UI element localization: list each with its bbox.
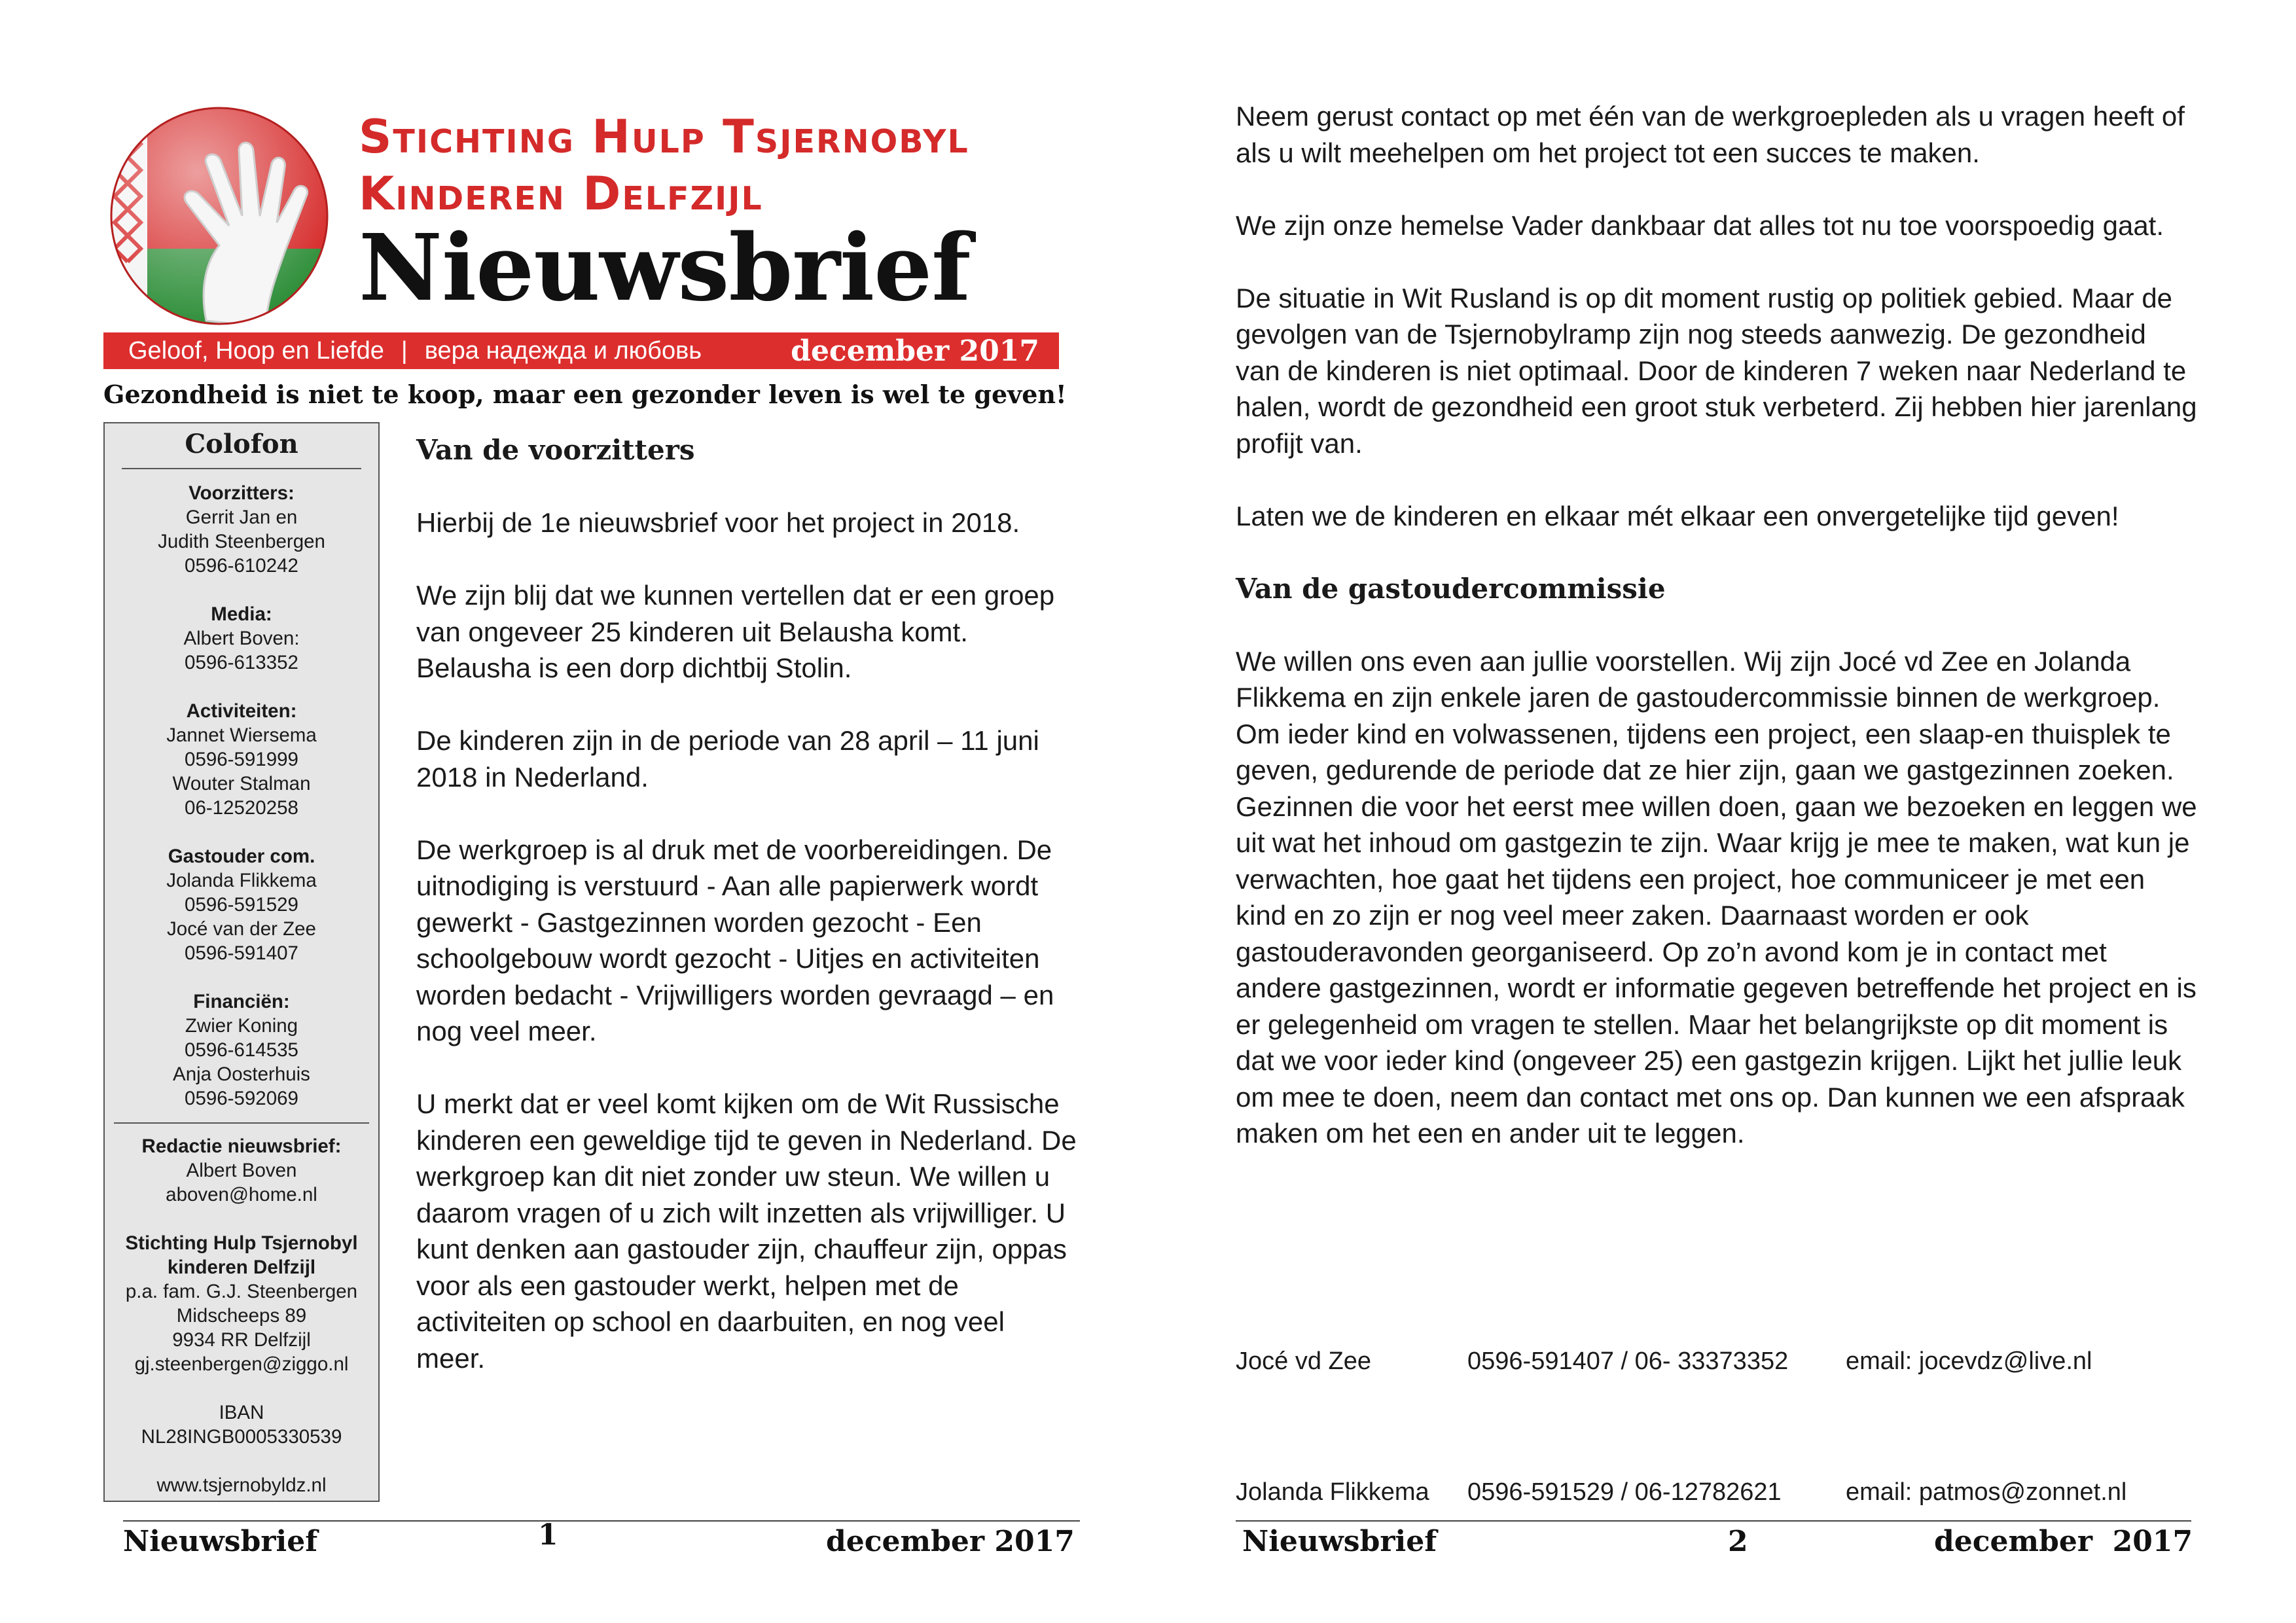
colofon-line: 06-12520258	[185, 797, 298, 819]
colofon-line: 0596-592069	[185, 1088, 298, 1109]
colofon-block-activiteiten	[105, 699, 378, 820]
colofon-heading: Redactie nieuwsbrief:	[141, 1135, 342, 1157]
colofon-line: Gerrit Jan en	[185, 507, 298, 528]
footer-title: Nieuwsbrief	[123, 1525, 318, 1558]
colofon-block-stichting	[105, 1231, 378, 1376]
colofon-block-media	[105, 602, 378, 675]
colofon-line: Midscheeps 89	[176, 1305, 307, 1327]
colofon-heading: Financiën:	[193, 991, 290, 1012]
page-number: 2	[1728, 1525, 1748, 1558]
article-continued	[1236, 98, 2198, 1188]
contact-name: Jocé vd Zee	[1236, 1347, 1371, 1375]
contact-phone: 0596-591529 / 06-12782621	[1467, 1478, 1782, 1506]
newsletter-title: Nieuwsbrief	[359, 215, 971, 322]
colofon-line: Jolanda Flikkema	[166, 870, 317, 891]
contact-row	[1236, 1345, 2126, 1378]
colofon-block-gastouder	[105, 844, 378, 965]
contact-row	[1236, 1476, 2126, 1508]
organization-name-line2: Kinderen Delfzijl	[359, 167, 763, 221]
colofon-heading: Activiteiten:	[186, 700, 297, 722]
colofon-box	[103, 422, 380, 1502]
colofon-title: Colofon	[185, 429, 298, 459]
contact-phone: 0596-591407 / 06- 33373352	[1467, 1347, 1789, 1375]
colofon-line: 0596-614535	[185, 1039, 298, 1061]
colofon-line: 0596-591529	[185, 894, 298, 916]
colofon-line: 9934 RR Delfzijl	[172, 1329, 311, 1351]
colofon-line: 0596-591999	[185, 749, 298, 770]
colofon-divider	[122, 468, 361, 469]
colofon-block-redactie	[105, 1134, 378, 1207]
colofon-email-link[interactable]: aboven@home.nl	[166, 1184, 317, 1205]
tagline: Gezondheid is niet te koop, maar een gezonder leven is wel te geven!	[103, 380, 1067, 409]
article-heading: Van de voorzitters	[416, 434, 695, 466]
colofon-divider	[114, 1122, 369, 1124]
colofon-block-iban	[105, 1400, 378, 1449]
masthead-banner	[103, 332, 1059, 369]
colofon-block-financien	[105, 990, 378, 1111]
colofon-line: Anja Oosterhuis	[173, 1063, 310, 1085]
colofon-heading: Voorzitters:	[188, 482, 295, 504]
colofon-line: Albert Boven	[186, 1160, 297, 1181]
colofon-line: Zwier Koning	[185, 1015, 298, 1037]
footer-rule	[123, 1520, 1080, 1522]
iban-number: NL28INGB0005330539	[141, 1426, 342, 1448]
article-paragraph: We zijn blij dat we kunnen vertellen dat er een groep van ongeveer 25 kinderen uit Belausha komt. Belausha is een dorp dichtbij Stolin.	[416, 580, 1055, 683]
footer-date: december 2017	[826, 1525, 1075, 1558]
article-paragraph: Hierbij de 1e nieuwsbrief voor het project in 2018.	[416, 507, 1020, 538]
colofon-line: Judith Steenbergen	[158, 531, 325, 552]
colofon-line: 0596-610242	[185, 555, 298, 577]
colofon-email-link[interactable]: gj.steenbergen@ziggo.nl	[134, 1353, 349, 1375]
article-paragraph: We zijn onze hemelse Vader dankbaar dat alles tot nu toe voorspoedig gaat.	[1236, 209, 2164, 241]
motto-dutch: Geloof, Hoop en Liefde	[128, 336, 384, 365]
colofon-heading: Media:	[211, 603, 272, 625]
website-link[interactable]: www.tsjernobyldz.nl	[156, 1474, 327, 1496]
colofon-heading: kinderen Delfzijl	[167, 1257, 316, 1278]
organization-name-line1: Stichting Hulp Tsjernobyl	[359, 110, 969, 164]
contact-name: Jolanda Flikkema	[1236, 1478, 1429, 1506]
footer-rule	[1236, 1520, 2191, 1522]
footer-title: Nieuwsbrief	[1242, 1525, 1437, 1558]
article-paragraph: We willen ons even aan jullie voorstellen. Wij zijn Jocé vd Zee en Jolanda Flikkema en zijn enkele jaren de gastoudercommissie binnen de werkgroep. Om ieder kind en volwassenen, tijdens een project, een slaap-en thuisplek te geven, gedurende de periode dat ze hier zijn, gaan we gastgezinnen zoeken. Gezinnen die voor het eerst mee willen doen, gaan we bezoeken en leggen we uit wat het inhoud om gastgezin te zijn. Waar krijg je mee te maken, wat kun je verwachten, hoe gaat het tijdens een project, hoe communiceer je met een kind en zo zijn er nog veel meer zaken. Daarnaast worden er ook gastouderavonden georganiseerd. Op zo’n avond kom je in contact met andere gastgezinnen, wordt er informatie gegeven betreffende het project en is er gelegenheid om vragen te stellen. Maar het belangrijkste op dit moment is dat we voor ieder kind (ongeveer 25) een gastgezin krijgen. Lijkt het jullie leuk om mee te doen, neem dan contact met ons op. Dan kunnen we een afspraak maken om het een en ander uit te leggen.	[1236, 645, 2197, 1149]
hand-on-belarus-flag-circle-icon	[108, 105, 331, 327]
footer-date: december 2017	[1934, 1525, 2193, 1558]
colofon-line: 0596-613352	[185, 652, 298, 673]
colofon-line: IBAN	[219, 1402, 264, 1423]
colofon-heading: Stichting Hulp Tsjernobyl	[125, 1232, 358, 1254]
colofon-line: Albert Boven:	[183, 628, 300, 649]
page-number: 1	[538, 1518, 558, 1552]
article-paragraph: Neem gerust contact op met één van de werkgroepleden als u vragen heeft of als u wilt meehelpen om het project tot een succes te maken.	[1236, 101, 2185, 168]
colofon-block-voorzitters	[105, 481, 378, 578]
colofon-line: p.a. fam. G.J. Steenbergen	[125, 1281, 358, 1302]
article-heading: Van de gastoudercommissie	[1236, 572, 1666, 605]
contact-email-link[interactable]: email: patmos@zonnet.nl	[1846, 1478, 2127, 1506]
article-paragraph: De kinderen zijn in de periode van 28 april – 11 juni 2018 in Nederland.	[416, 725, 1039, 793]
colofon-line: 0596-591407	[185, 942, 298, 964]
contact-email-link[interactable]: email: jocevdz@live.nl	[1846, 1347, 2092, 1375]
colofon-line: Jocé van der Zee	[167, 918, 316, 940]
colofon-heading: Gastouder com.	[168, 846, 315, 867]
colofon-line: Wouter Stalman	[172, 773, 311, 794]
issue-date: december 2017	[791, 334, 1039, 368]
article-paragraph: De werkgroep is al druk met de voorbereidingen. De uitnodiging is verstuurd - Aan alle papierwerk wordt gewerkt - Gastgezinnen worden gezocht - Een schoolgebouw wordt gezocht - Uitjes en activiteiten worden bedacht - Vrijwilligers worden gevraagd – en nog veel meer.	[416, 834, 1054, 1046]
article-paragraph: De situatie in Wit Rusland is op dit moment rustig op politiek gebied. Maar de gevolgen van de Tsjernobylramp zijn nog steeds aanwezig. De gezondheid van de kinderen is niet optimaal. Door de kinderen 7 weken naar Nederland te halen, wordt de gezondheid een groot stuk verbeterd. Zij hebben hier jarenlang profijt van.	[1236, 282, 2197, 459]
article-paragraph: U merkt dat er veel komt kijken om de Wit Russische kinderen een geweldige tijd te geven in Nederland. De werkgroep kan dit niet zonder uw steun. We willen u daarom vragen of u zich wilt inzetten als vrijwilliger. U kunt denken aan gastouder zijn, chauffeur zijn, oppas voor als een gastouder werkt, helpen met de activiteiten op school en daarbuiten, en nog veel meer.	[416, 1088, 1077, 1374]
motto-russian: вера надежда и любовь	[424, 336, 702, 365]
colofon-line: Jannet Wiersema	[166, 724, 317, 746]
article-paragraph: Laten we de kinderen en elkaar mét elkaar een onvergetelijke tijd geven!	[1236, 500, 2119, 531]
motto-separator: |	[401, 336, 408, 365]
article-voorzitters	[416, 432, 1077, 1413]
